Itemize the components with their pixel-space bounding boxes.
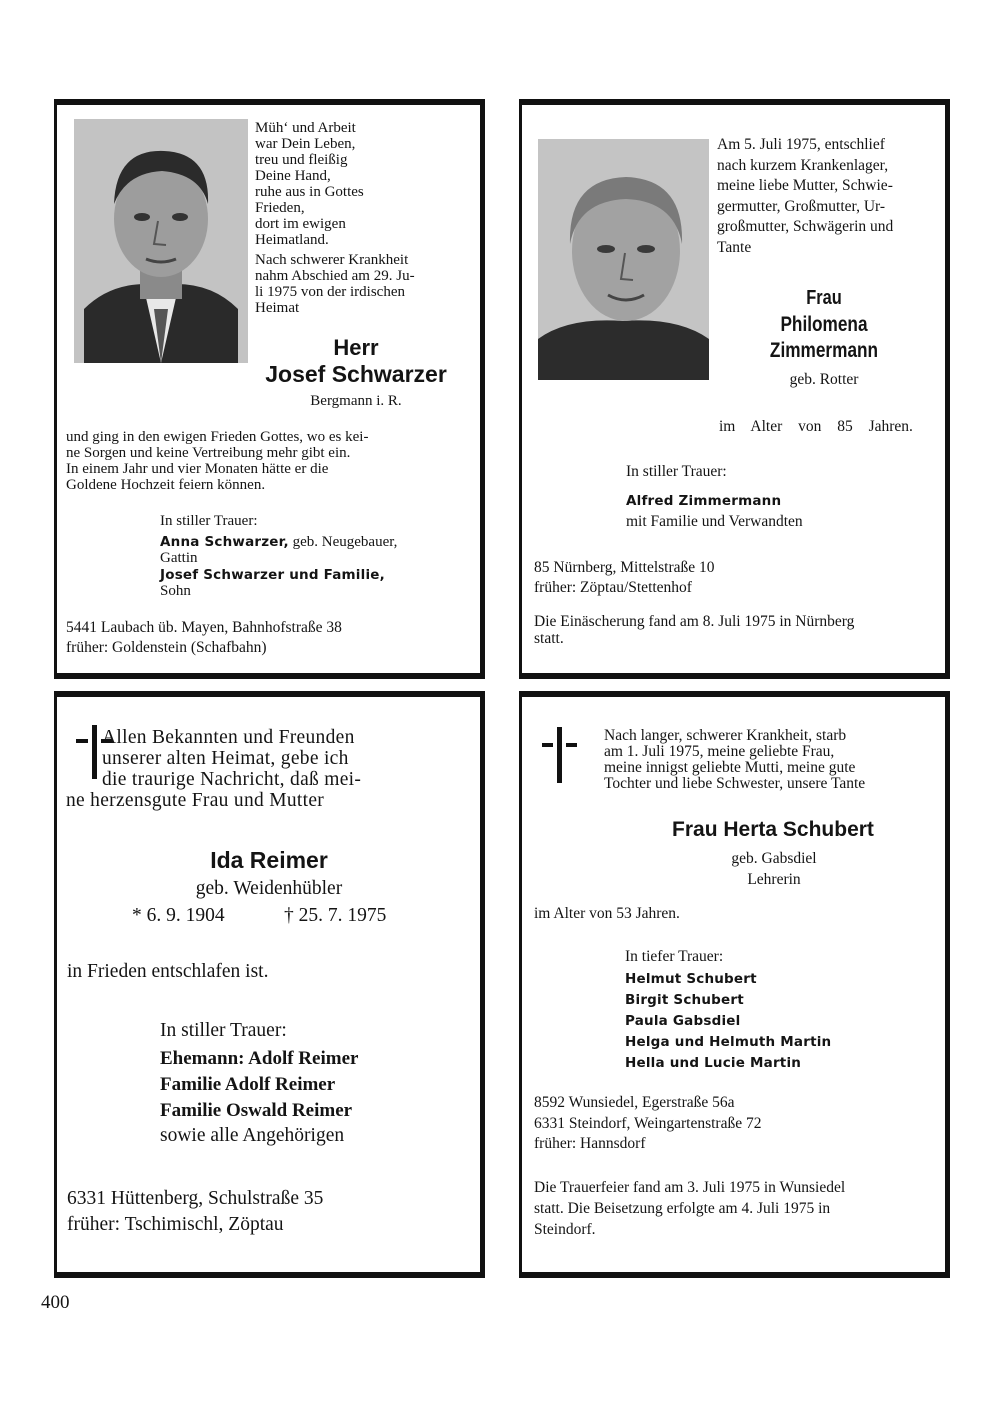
address: 6331 Hüttenberg, Schulstraße 35 [67, 1188, 324, 1209]
birth-date: * 6. 9. 1904 [132, 905, 225, 926]
death-date: † 25. 7. 1975 [284, 905, 387, 926]
maiden-name: geb. Gabsdiel [731, 850, 817, 867]
mourning-heading: In stiller Trauer: [160, 1020, 287, 1041]
mourner-name: Birgit Schubert [625, 992, 744, 1008]
age: im Alter von 85 Jahren. [719, 418, 913, 435]
mourner-line [160, 534, 397, 550]
occupation: Bergmann i. R. [310, 393, 402, 409]
mourning-heading: In tiefer Trauer: [625, 948, 724, 965]
poem: Müh‘ und Arbeit war Dein Leben, treu und fleißig Deine Hand, ruhe aus in Gottes Frieden, dort im ewigen Heimatland. [255, 120, 364, 248]
mourner-born: geb. Neugebauer, [288, 534, 398, 550]
portrait-photo-philomena-zimmermann [538, 139, 709, 380]
portrait-photo-josef-schwarzer [74, 119, 248, 363]
mourner-name: Helga und Helmuth Martin [625, 1034, 832, 1050]
funeral-note: Die Trauerfeier fand am 3. Juli 1975 in Wunsiedel statt. Die Beisetzung erfolgte am 4. Juli 1975 in Steindorf. [534, 1179, 846, 1238]
former-address: früher: Zöptau/Stettenhof [534, 579, 692, 596]
age: im Alter von 53 Jahren. [534, 905, 680, 922]
honorific: Herr [333, 335, 379, 360]
deceased-name: Frau Herta Schubert [672, 818, 874, 841]
intro-text: Allen Bekannten und Freunden unserer alten Heimat, gebe ich die traurige Nachricht, daß mei- [102, 727, 362, 790]
mourner-family: mit Familie und Verwandten [626, 513, 803, 530]
deceased-name: Josef Schwarzer [265, 361, 447, 387]
obituary-josef-schwarzer [54, 99, 485, 679]
mourning-heading: In stiller Trauer: [160, 513, 258, 529]
former-address: früher: Goldenstein (Schafbahn) [66, 639, 267, 656]
mourner-name: Anna Schwarzer, [160, 534, 289, 550]
address: 8592 Wunsiedel, Egerstraße 56a 6331 Steindorf, Weingartenstraße 72 früher: Hannsdorf [534, 1094, 762, 1152]
mourner-name: Familie Oswald Reimer [160, 1100, 353, 1121]
mourner-name: Hella und Lucie Martin [625, 1055, 802, 1071]
honorific: Frau [806, 287, 842, 309]
body-text: in Frieden entschlafen ist. [67, 961, 269, 982]
occupation: Lehrerin [747, 871, 801, 888]
mourning-heading: In stiller Trauer: [626, 463, 727, 480]
mourner-name: Familie Adolf Reimer [160, 1074, 336, 1095]
deceased-name: Ida Reimer [210, 847, 328, 873]
former-address: früher: Tschimischl, Zöptau [67, 1214, 284, 1235]
mourner-name: Josef Schwarzer und Familie, [160, 567, 385, 583]
body-text: und ging in den ewigen Frieden Gottes, wo es kei- ne Sorgen und keine Vertreibung mehr gibt ein. In einem Jahr und vier Monaten hätte er die Goldene Hochzeit feiern können. [66, 429, 369, 493]
deceased-name-line2: Zimmermann [769, 339, 879, 362]
deceased-name-line1: Philomena [780, 313, 868, 336]
intro-text-continued: ne herzensgute Frau und Mutter [66, 790, 325, 811]
intro-text: Nach langer, schwerer Krankheit, starb am 1. Juli 1975, meine geliebte Frau, meine innigst geliebte Mutti, meine gute Tochter und liebe Schwester, unsere Tante [604, 727, 866, 792]
page-number: 400 [41, 1292, 70, 1313]
maiden-name: geb. Rotter [789, 371, 859, 388]
intro-text: Nach schwerer Krankheit nahm Abschied am 29. Ju- li 1975 von der irdischen Heimat [255, 252, 415, 316]
mourner-name: Paula Gabsdiel [625, 1013, 741, 1029]
cross-icon [540, 727, 580, 783]
mourner-list [160, 1046, 358, 1124]
intro-text: Am 5. Juli 1975, entschlief nach kurzem Krankenlager, meine liebe Mutter, Schwie- germutter, Großmutter, Ur- großmutter, Schwägerin und Tante [717, 136, 894, 256]
obituary-herta-schubert [519, 691, 950, 1278]
mourner-name: Helmut Schubert [625, 971, 757, 987]
mourner-list [625, 969, 831, 1074]
mourner-role: Gattin [160, 550, 198, 566]
obituary-philomena-zimmermann [519, 99, 950, 679]
mourner-name: Alfred Zimmermann [626, 493, 782, 509]
mourner-name: Ehemann: Adolf Reimer [160, 1048, 359, 1069]
cremation-note: Die Einäscherung fand am 8. Juli 1975 in Nürnberg statt. [534, 613, 855, 647]
maiden-name: geb. Weidenhübler [195, 878, 343, 899]
address: 85 Nürnberg, Mittelstraße 10 [534, 559, 715, 576]
mourner-role: Sohn [160, 583, 191, 599]
obituary-ida-reimer [54, 691, 485, 1278]
mourner-others: sowie alle Angehörigen [160, 1125, 345, 1146]
address: 5441 Laubach üb. Mayen, Bahnhofstraße 38 [66, 619, 342, 636]
